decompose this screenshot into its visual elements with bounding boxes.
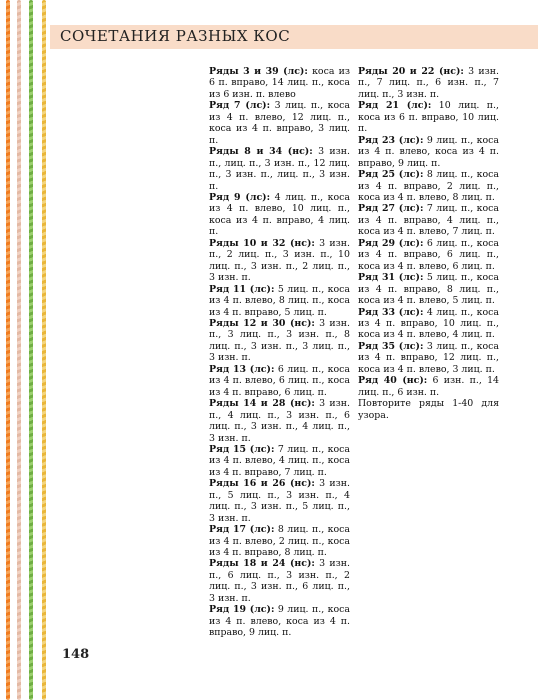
instruction-row [209, 604, 350, 638]
row-label: Ряд 33 (лс): [358, 306, 424, 318]
yellow-yarn-strand [42, 0, 46, 700]
row-label: Ряд 35 (лс): [358, 340, 424, 352]
page-number: 148 [62, 647, 90, 662]
row-text: 5 лиц. п., коса из 4 п. вправо, 8 лиц. п., коса из 4 п. влево, 5 лиц. п. [358, 272, 499, 307]
row-label: Ряд 25 (лс): [358, 169, 424, 181]
row-label: Ряд 11 (лс): [209, 283, 275, 295]
row-text: 8 лиц. п., коса из 4 п. вправо, 2 лиц. п., коса из 4 п. влево, 8 лиц. п. [358, 169, 499, 203]
row-label: Ряды 20 и 22 (нс): [358, 66, 464, 77]
row-text: 3 изн. п., 3 лиц. п., 3 изн. п., 8 лиц. п., 3 изн. п., 3 лиц. п., 3 изн. п. [209, 317, 350, 364]
row-text: 6 лиц. п., коса из 4 п. влево, 6 лиц. п., коса из 4 п. вправо, 6 лиц. п. [209, 363, 350, 398]
instruction-row [209, 66, 350, 100]
row-text: 9 лиц. п., коса из 4 п. влево, коса из 4 п. вправо, 9 лиц. п. [209, 604, 350, 639]
row-label: Ряды 12 и 30 (нс): [209, 317, 315, 329]
right-text-column [358, 66, 499, 421]
row-label: Ряды 8 и 34 (нс): [209, 146, 313, 158]
row-text: 3 лиц. п., коса из 4 п. вправо, 12 лиц. п., коса из 4 п. влево, 3 лиц. п. [358, 340, 499, 375]
row-label: Ряды 18 и 24 (нс): [209, 558, 315, 570]
row-label: Ряд 13 (лс): [209, 363, 275, 375]
row-label: Ряды 3 и 39 (лс): [209, 66, 308, 77]
instruction-row [209, 558, 350, 604]
row-label: Ряд 21 (лс): [358, 100, 432, 112]
row-text: 7 лиц. п., коса из 4 п. вправо, 4 лиц. п., коса из 4 п. влево, 7 лиц. п. [358, 203, 499, 238]
instruction-row [358, 238, 499, 272]
row-text: 5 лиц. п., коса из 4 п. влево, 8 лиц. п., коса из 4 п. вправо, 5 лиц. п. [209, 283, 350, 318]
instruction-row [209, 478, 350, 524]
instruction-row [358, 272, 499, 306]
instruction-row [358, 169, 499, 203]
instruction-row [358, 375, 499, 398]
row-label: Ряд 7 (лс): [209, 100, 271, 112]
instruction-row [358, 341, 499, 375]
instruction-row [209, 192, 350, 238]
row-label: Ряд 15 (лс): [209, 443, 275, 455]
row-text: 6 изн. п., 14 лиц. п., 6 изн. п. [358, 375, 499, 398]
row-label: Ряд 31 (лс): [358, 272, 424, 284]
row-text: 4 лиц. п., коса из 4 п. влево, 10 лиц. п., коса из 4 п. вправо, 4 лиц. п. [209, 191, 350, 238]
row-text: 3 изн. п., лиц. п., 3 изн. п., 12 лиц. п., 3 изн. п., лиц. п., 3 изн. п. [209, 146, 350, 192]
instruction-row [209, 398, 350, 444]
row-text: коса из 6 п. вправо, 14 лиц. п., коса из 6 изн. п. влево [209, 66, 350, 100]
row-label: Ряд 40 (нс): [358, 375, 428, 387]
green-yarn-strand [29, 0, 33, 700]
row-label: Ряды 10 и 32 (нс): [209, 237, 315, 249]
instruction-row [209, 524, 350, 558]
row-text: 6 лиц. п., коса из 4 п. вправо, 6 лиц. п., коса из 4 п. влево, 6 лиц. п. [358, 237, 499, 272]
row-text: 3 изн. п., 2 лиц. п., 3 изн. п., 10 лиц. п., 3 изн. п., 2 лиц. п., 3 изн. п. [209, 237, 350, 284]
row-text: 10 лиц. п., коса из 6 п. вправо, 10 лиц. п. [358, 100, 500, 135]
instruction-row [209, 100, 350, 146]
instruction-row [209, 318, 350, 364]
instruction-row [358, 203, 499, 237]
instruction-row [358, 66, 499, 100]
row-text: 9 лиц. п., коса из 4 п. влево, коса из 4 п. вправо, 9 лиц. п. [358, 134, 499, 169]
instruction-row [209, 444, 350, 478]
row-label: Ряд 19 (лс): [209, 604, 275, 616]
row-text: Повторите ряды 1-40 для узора. [358, 398, 499, 421]
row-text: 4 лиц. п., коса из 4 п. вправо, 10 лиц. п., коса из 4 п. влево, 4 лиц. п. [358, 306, 499, 341]
row-label: Ряды 16 и 26 (нс): [209, 478, 315, 490]
instruction-row [358, 398, 499, 421]
row-label: Ряд 29 (лс): [358, 237, 424, 249]
row-text: 3 изн. п., 4 лиц. п., 3 изн. п., 6 лиц. п., 3 изн. п., 4 лиц. п., 3 изн. п. [209, 398, 350, 444]
row-text: 3 изн. п., 7 лиц. п., 6 изн. п., 7 лиц. п., 3 изн. п. [358, 66, 499, 100]
section-title: СОЧЕТАНИЯ РАЗНЫХ КОС [60, 27, 291, 45]
orange-yarn-strand [6, 0, 10, 700]
row-label: Ряд 23 (лс): [358, 134, 424, 146]
row-text: 3 изн. п., 5 лиц. п., 3 изн. п., 4 лиц. п., 3 изн. п., 5 лиц. п., 3 изн. п. [209, 478, 350, 524]
row-label: Ряд 27 (лс): [358, 203, 424, 215]
instruction-row [209, 146, 350, 192]
row-text: 3 лиц. п., коса из 4 п. влево, 12 лиц. п., коса из 4 п. вправо, 3 лиц. п. [209, 100, 350, 146]
row-text: 3 изн. п., 6 лиц. п., 3 изн. п., 2 лиц. п., 3 изн. п., 6 лиц. п., 3 изн. п. [209, 558, 350, 604]
pink-yarn-strand [17, 0, 21, 700]
instruction-row [358, 307, 499, 341]
row-text: 7 лиц. п., коса из 4 п. влево, 4 лиц. п., коса из 4 п. вправо, 7 лиц. п. [209, 443, 350, 478]
row-label: Ряды 14 и 28 (нс): [209, 398, 315, 410]
instruction-row [358, 135, 499, 169]
row-label: Ряд 9 (лс): [209, 191, 271, 203]
instruction-row [358, 100, 499, 134]
instruction-row [209, 284, 350, 318]
instruction-row [209, 238, 350, 284]
row-label: Ряд 17 (лс): [209, 524, 275, 536]
row-text: 8 лиц. п., коса из 4 п. влево, 2 лиц. п., коса из 4 п. вправо, 8 лиц. п. [209, 524, 350, 559]
left-text-column [209, 66, 350, 639]
instruction-row [209, 364, 350, 398]
